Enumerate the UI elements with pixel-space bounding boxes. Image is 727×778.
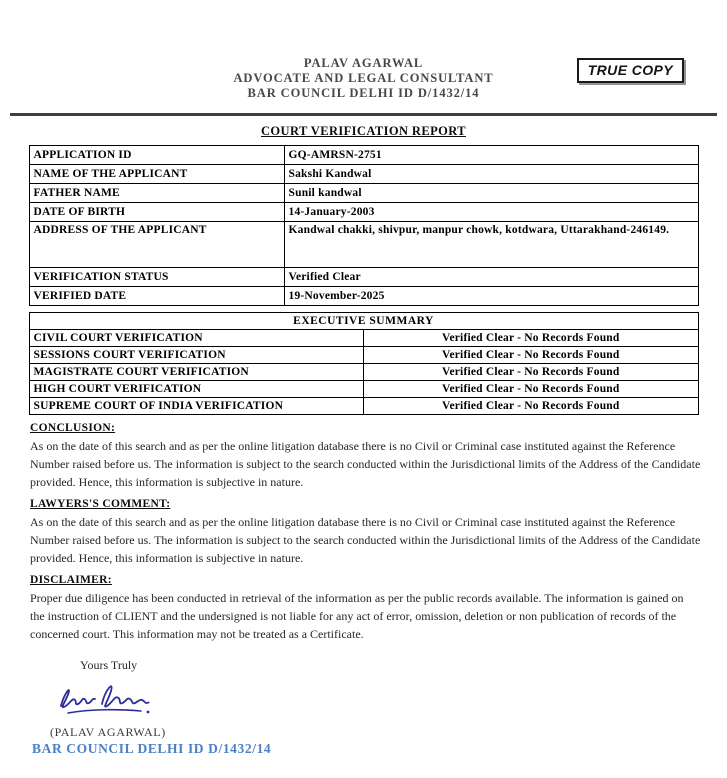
table-row	[29, 330, 698, 347]
field-label: DATE OF BIRTH	[29, 203, 284, 222]
field-label: FATHER NAME	[29, 184, 284, 203]
lawyers-comment-body: As on the date of this search and as per the online litigation database there is no Civil or Criminal case instituted against the Reference Number raised before us. The information is subject to the search conducted within the Jurisdictional limits of the Address of the Candidate provided. Hence, this information is subjective in nature.	[30, 515, 701, 565]
table-row	[29, 165, 698, 184]
executive-summary-table	[29, 312, 699, 415]
table-row	[29, 287, 698, 306]
report-title: COURT VERIFICATION REPORT	[261, 124, 466, 138]
field-label: VERIFIED DATE	[29, 287, 284, 306]
true-copy-stamp	[577, 58, 684, 83]
advocate-designation: ADVOCATE AND LEGAL CONSULTANT	[233, 71, 494, 85]
conclusion-heading: CONCLUSION:	[30, 422, 116, 434]
lawyers-comment-section	[30, 498, 701, 567]
table-row	[29, 381, 698, 398]
table-row	[29, 347, 698, 364]
signature-dot	[147, 711, 150, 714]
court-result: Verified Clear - No Records Found	[364, 330, 699, 347]
table-header-row	[29, 313, 698, 330]
field-label: NAME OF THE APPLICANT	[29, 165, 284, 184]
advocate-name: PALAV AGARWAL	[303, 56, 424, 70]
field-value: Sunil kandwal	[284, 184, 698, 203]
text-sections	[30, 422, 701, 643]
signature-stroke	[61, 690, 95, 707]
executive-summary-title: EXECUTIVE SUMMARY	[29, 313, 698, 330]
field-label: VERIFICATION STATUS	[29, 268, 284, 287]
disclaimer-body: Proper due diligence has been conducted in retrieval of the information as per the public records available. The information is gained on the instruction of CLIENT and the undersigned is not liable for any act of error, omission, deletion or non publication of records of the concerned court. This information may not be treated as a Certificate.	[30, 591, 684, 641]
field-value: Sakshi Kandwal	[284, 165, 698, 184]
signature-image	[55, 676, 180, 722]
court-label: SUPREME COURT OF INDIA VERIFICATION	[29, 398, 364, 415]
signature-stroke	[102, 686, 149, 706]
court-result: Verified Clear - No Records Found	[364, 381, 699, 398]
letterhead	[0, 0, 727, 101]
court-label: HIGH COURT VERIFICATION	[29, 381, 364, 398]
field-value: Kandwal chakki, shivpur, manpur chowk, kotdwara, Uttarakhand-246149.	[284, 222, 698, 268]
table-row	[29, 184, 698, 203]
salutation: Yours Truly	[80, 658, 138, 672]
true-copy-stamp-label: TRUE COPY	[587, 62, 673, 78]
court-label: MAGISTRATE COURT VERIFICATION	[29, 364, 364, 381]
field-value: 14-January-2003	[284, 203, 698, 222]
conclusion-section	[30, 422, 701, 491]
conclusion-body: As on the date of this search and as per the online litigation database there is no Civil or Criminal case instituted against the Reference Number raised before us. The information is subject to the search conducted within the Jurisdictional limits of the Address of the Candidate provided. Hence, this information is subjective in nature.	[30, 439, 701, 489]
table-row	[29, 398, 698, 415]
court-label: SESSIONS COURT VERIFICATION	[29, 347, 364, 364]
table-row	[29, 268, 698, 287]
signature-stroke	[68, 710, 141, 713]
table-row	[29, 364, 698, 381]
field-value: GQ-AMRSN-2751	[284, 146, 698, 165]
advocate-bar-id: BAR COUNCIL DELHI ID D/1432/14	[247, 86, 480, 100]
disclaimer-heading: DISCLAIMER:	[30, 574, 112, 586]
lawyers-comment-heading: LAWYERS'S COMMENT:	[30, 498, 171, 510]
disclaimer-section	[30, 574, 701, 643]
table-row	[29, 203, 698, 222]
table-row	[29, 146, 698, 165]
field-label: APPLICATION ID	[29, 146, 284, 165]
header-divider	[10, 113, 717, 116]
signed-name: (PALAV AGARWAL)	[50, 725, 166, 739]
bar-council-signoff: BAR COUNCIL DELHI ID D/1432/14	[32, 741, 272, 756]
court-result: Verified Clear - No Records Found	[364, 347, 699, 364]
field-label: ADDRESS OF THE APPLICANT	[29, 222, 284, 268]
table-row	[29, 222, 698, 268]
field-value: Verified Clear	[284, 268, 698, 287]
applicant-details-table	[29, 145, 699, 306]
court-label: CIVIL COURT VERIFICATION	[29, 330, 364, 347]
court-result: Verified Clear - No Records Found	[364, 398, 699, 415]
court-result: Verified Clear - No Records Found	[364, 364, 699, 381]
field-value: 19-November-2025	[284, 287, 698, 306]
